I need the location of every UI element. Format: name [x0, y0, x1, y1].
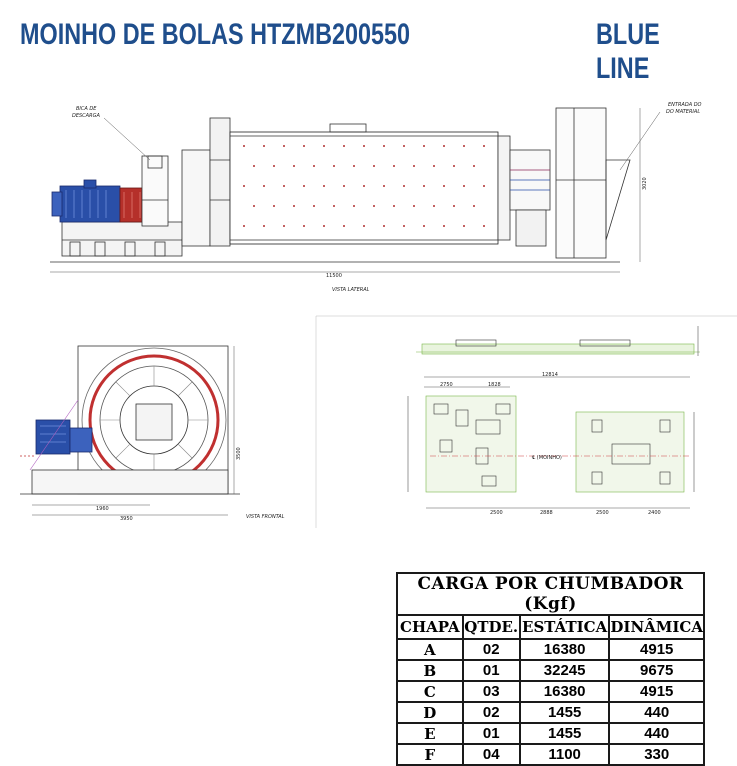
plan-total-dim: 12814	[542, 372, 558, 378]
entry-label-2: DO MATERIAL	[666, 109, 701, 115]
load-table-caption: CARGA POR CHUMBADOR (Kgf)	[397, 573, 704, 615]
cell-dinamica: 9675	[609, 660, 704, 681]
plan-dim-a: 2750	[440, 382, 453, 388]
col-header-estatica: ESTÁTICA	[520, 615, 610, 639]
table-row	[397, 660, 704, 681]
cell-qtde: 02	[463, 702, 520, 723]
foundation-elevation	[422, 344, 694, 354]
motor-side	[52, 180, 120, 222]
side-view	[50, 108, 660, 272]
col-header-qtde: QTDE.	[463, 615, 520, 639]
mill-shell	[230, 132, 498, 244]
table-row	[397, 702, 704, 723]
plan-dim-f: 2400	[648, 510, 661, 516]
front-view	[20, 346, 240, 515]
cell-qtde: 04	[463, 744, 520, 765]
load-table	[396, 572, 705, 766]
cell-dinamica: 4915	[609, 681, 704, 702]
cell-chapa: C	[397, 681, 463, 702]
entry-label-1: ENTRADA DO	[668, 102, 702, 108]
cell-estatica: 16380	[520, 639, 610, 660]
front-height-dim: 3500	[236, 447, 242, 460]
front-width-dim-1: 1960	[96, 506, 109, 512]
table-row	[397, 744, 704, 765]
table-row	[397, 681, 704, 702]
discharge-chute	[142, 156, 168, 226]
cell-chapa: F	[397, 744, 463, 765]
cell-qtde: 02	[463, 639, 520, 660]
foundation-pad-left	[426, 396, 516, 492]
side-length-dim: 11500	[326, 273, 342, 279]
col-header-chapa: CHAPA	[397, 615, 463, 639]
front-base	[32, 470, 228, 494]
front-view-caption: VISTA FRONTAL	[246, 514, 285, 520]
foundation-plan	[316, 316, 737, 528]
trunnion-housing-left	[210, 118, 230, 246]
plan-dim-c: 2500	[490, 510, 503, 516]
cell-estatica: 1455	[520, 723, 610, 744]
front-trunnion	[136, 404, 172, 440]
cell-estatica: 1100	[520, 744, 610, 765]
page-title: MOINHO DE BOLAS HTZMB200550	[20, 18, 411, 51]
cell-dinamica: 330	[609, 744, 704, 765]
cell-chapa: B	[397, 660, 463, 681]
brand-label: BLUE LINE	[596, 18, 660, 85]
cell-qtde: 01	[463, 723, 520, 744]
cell-dinamica: 440	[609, 702, 704, 723]
cell-estatica: 32245	[520, 660, 610, 681]
front-width-dim-2: 3950	[120, 516, 133, 522]
cell-qtde: 01	[463, 660, 520, 681]
table-row	[397, 639, 704, 660]
trunnion-housing-right	[498, 136, 510, 240]
discharge-label-1: BICA DE	[76, 106, 97, 112]
cell-dinamica: 4915	[609, 639, 704, 660]
plan-dim-b: 1828	[488, 382, 501, 388]
plan-dim-d: 2888	[540, 510, 553, 516]
cell-qtde: 03	[463, 681, 520, 702]
discharge-support	[182, 150, 210, 246]
cell-estatica: 16380	[520, 681, 610, 702]
cell-chapa: A	[397, 639, 463, 660]
table-row	[397, 723, 704, 744]
discharge-label-2: DESCARGA	[72, 113, 100, 119]
col-header-dinamica: DINÂMICA	[609, 615, 704, 639]
side-view-caption: VISTA LATERAL	[332, 287, 370, 293]
cell-chapa: D	[397, 702, 463, 723]
side-height-dim: 3020	[642, 177, 648, 190]
plan-dim-e: 2500	[596, 510, 609, 516]
cell-chapa: E	[397, 723, 463, 744]
plan-centerline-label: ℄ (MOINHO)	[532, 455, 562, 461]
cell-dinamica: 440	[609, 723, 704, 744]
feed-chute	[556, 108, 606, 258]
cell-estatica: 1455	[520, 702, 610, 723]
